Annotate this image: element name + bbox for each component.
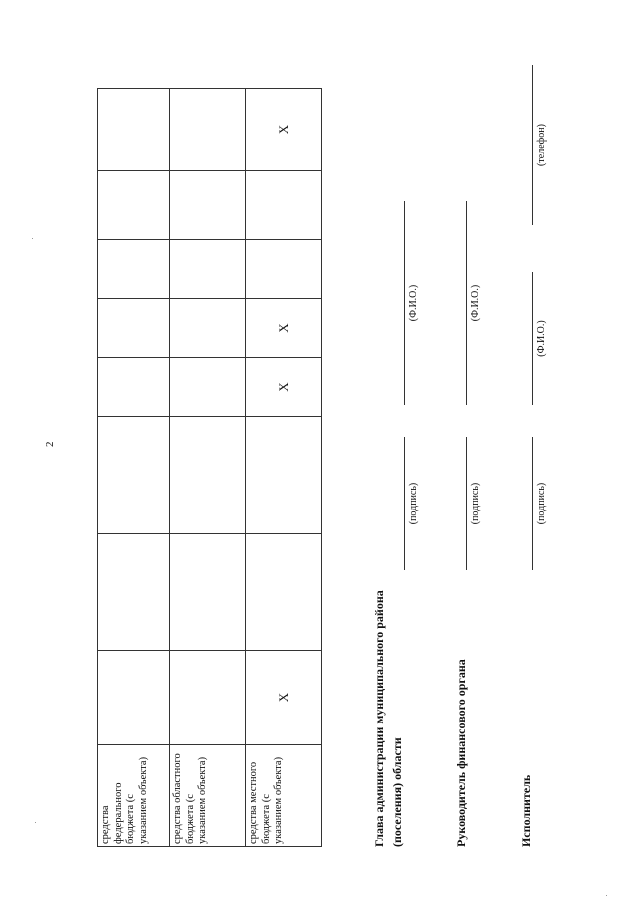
table-cell: X [246,651,322,745]
signature-caption: (подпись) [408,482,419,525]
executor-title: Исполнитель [519,774,533,847]
table-row [98,89,170,847]
signature-line [404,437,405,570]
table-row [170,89,246,847]
table-cell: X [246,89,322,171]
name-line [404,201,405,405]
table-cell [170,89,246,171]
name-line [466,201,467,405]
signature-caption: (подпись) [536,482,547,525]
table-cell [170,417,246,534]
table-cell [98,358,170,417]
row-label: средства федерального бюджета (с указанием объекта) [98,745,170,847]
name-caption: (Ф.И.О.) [470,284,481,322]
table-cell [246,534,322,651]
table-cell [170,299,246,358]
signature-line [532,437,533,570]
phone-caption: (телефон) [536,124,547,166]
table-cell [98,417,170,534]
table-cell [98,651,170,745]
table-cell [246,240,322,299]
finance-title: Руководитель финансового органа [454,659,468,847]
table-cell [98,89,170,171]
signature-line [466,437,467,570]
table-cell [170,358,246,417]
table-cell [170,240,246,299]
table-cell [98,171,170,240]
table-cell [98,299,170,358]
table-cell [170,651,246,745]
table-cell [246,417,322,534]
signature-caption: (подпись) [470,482,481,525]
page-number: 2 [44,441,56,447]
name-caption: (Ф.И.О.) [536,320,547,357]
head-title: Глава администрации муниципального района (поселения) области [372,590,404,847]
table-cell: X [246,299,322,358]
row-label: средства областного бюджета (с указанием объекта) [170,745,246,847]
table-cell [98,534,170,651]
table-cell [170,171,246,240]
budget-table [97,88,322,847]
table-row [246,89,322,847]
table-cell [170,534,246,651]
table-cell: X [246,358,322,417]
phone-line [532,65,533,225]
table-cell [98,240,170,299]
name-line [532,272,533,405]
table-cell [246,171,322,240]
row-label: средства местного бюджета (с указанием объекта) [246,745,322,847]
name-caption: (Ф.И.О.) [408,284,419,322]
